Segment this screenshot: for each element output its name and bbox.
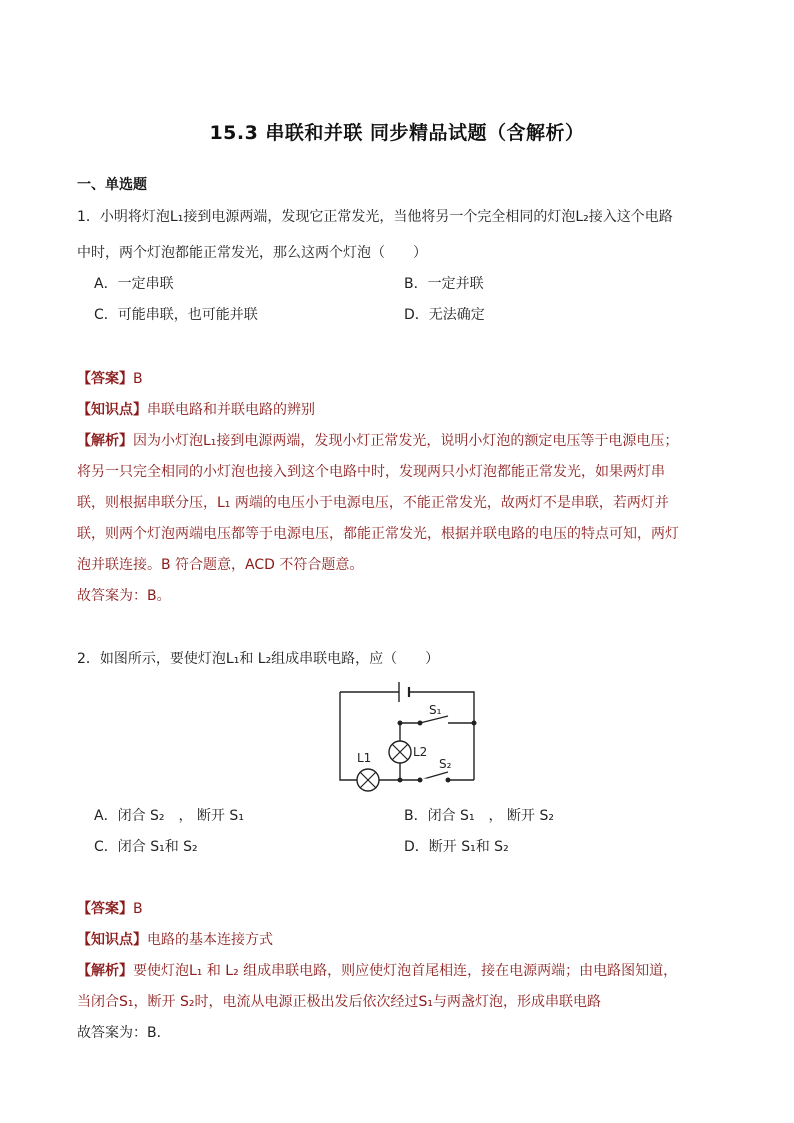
q2-answer bbox=[77, 898, 143, 918]
q1-knowledge-point bbox=[77, 399, 315, 419]
lamp-l2-icon bbox=[389, 741, 411, 763]
q2-knowledge-point bbox=[77, 929, 273, 949]
q2-option-b: B．闭合 S₁ ， 断开 S₂ bbox=[404, 808, 554, 824]
q2-stem: 2．如图所示，要使灯泡L₁和 L₂组成串联电路，应（ ） bbox=[77, 651, 440, 667]
q1-option-c: C．可能串联，也可能并联 bbox=[94, 307, 258, 323]
analysis-text: 因为小灯泡L₁接到电源两端，发现小灯正常发光，说明小灯泡的额定电压等于电源电压； bbox=[133, 433, 679, 449]
q1-analysis-line2: 将另一只完全相同的小灯泡也接入到这个电路中时，发现两只小灯泡都能正常发光，如果两灯串 bbox=[77, 464, 665, 480]
q1-option-b: B．一定并联 bbox=[404, 276, 484, 292]
q2-final-answer: 故答案为：B． bbox=[77, 1025, 171, 1041]
q1-final-answer: 故答案为：B。 bbox=[77, 588, 171, 604]
page-title: 15.3 串联和并联 同步精品试题（含解析） bbox=[209, 122, 585, 144]
lamp-l1-icon bbox=[357, 769, 379, 791]
answer-tag: 【答案】 bbox=[77, 901, 133, 917]
label-s1: S₁ bbox=[429, 703, 442, 717]
section-heading: 一、单选题 bbox=[77, 177, 147, 193]
q1-analysis-line1 bbox=[77, 430, 678, 450]
q2-option-d: D．断开 S₁和 S₂ bbox=[404, 839, 509, 855]
kp-value: 电路的基本连接方式 bbox=[147, 932, 273, 948]
analysis-tag: 【解析】 bbox=[77, 963, 133, 979]
answer-tag: 【答案】 bbox=[77, 371, 133, 387]
q1-answer bbox=[77, 368, 143, 388]
q1-analysis-line3: 联，则根据串联分压，L₁ 两端的电压小于电源电压，不能正常发光，故两灯不是串联，若两灯并 bbox=[77, 495, 669, 511]
kp-tag: 【知识点】 bbox=[77, 932, 147, 948]
q2-analysis-line1 bbox=[77, 960, 677, 980]
q1-stem-line2: 中时，两个灯泡都能正常发光，那么这两个灯泡（ ） bbox=[77, 245, 427, 261]
label-s2: S₂ bbox=[439, 757, 452, 771]
q1-analysis-line4: 联，则两个灯泡两端电压都等于电源电压，都能正常发光，根据并联电路的电压的特点可知，两灯 bbox=[77, 526, 679, 542]
analysis-text: 要使灯泡L₁ 和 L₂ 组成串联电路，则应使灯泡首尾相连，接在电源两端；由电路图知道， bbox=[133, 963, 678, 979]
answer-value: B bbox=[133, 901, 143, 917]
q1-option-a: A．一定串联 bbox=[94, 276, 174, 292]
answer-value: B bbox=[133, 371, 143, 387]
kp-tag: 【知识点】 bbox=[77, 402, 147, 418]
q2-option-a: A．闭合 S₂ ， 断开 S₁ bbox=[94, 808, 244, 824]
analysis-tag: 【解析】 bbox=[77, 433, 133, 449]
label-l2: L2 bbox=[413, 745, 428, 759]
q1-analysis-line5: 泡并联连接。B 符合题意，ACD 不符合题意。 bbox=[77, 557, 364, 573]
q1-stem-line1: 1．小明将灯泡L₁接到电源两端，发现它正常发光，当他将另一个完全相同的灯泡L₂接入这个电路 bbox=[77, 209, 673, 225]
wire-left bbox=[340, 692, 357, 780]
q1-option-d: D．无法确定 bbox=[404, 307, 485, 323]
switch-s1-blade bbox=[420, 716, 448, 723]
circuit-diagram bbox=[335, 680, 485, 792]
kp-value: 串联电路和并联电路的辨别 bbox=[147, 402, 315, 418]
q2-analysis-line2: 当闭合S₁，断开 S₂时，电流从电源正极出发后依次经过S₁与两盏灯泡，形成串联电路 bbox=[77, 994, 601, 1010]
q2-option-c: C．闭合 S₁和 S₂ bbox=[94, 839, 198, 855]
label-l1: L1 bbox=[357, 751, 372, 765]
